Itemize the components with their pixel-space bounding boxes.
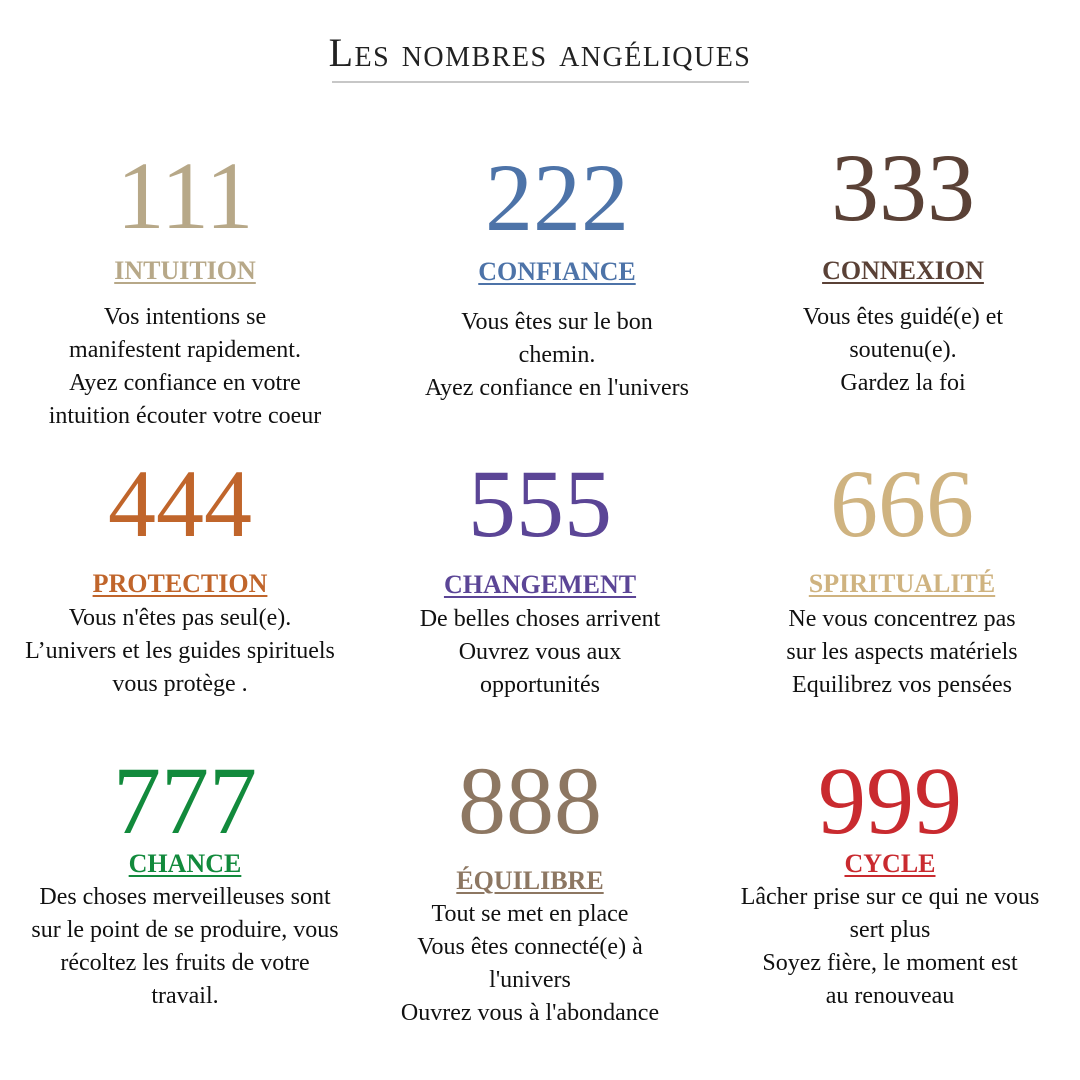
card-description: Lâcher prise sur ce qui ne vous sert plus Soyez fière, le moment est au renouveau xyxy=(740,884,1040,1009)
card-label: CHANCE xyxy=(128,849,242,878)
card-777 xyxy=(5,745,365,1045)
card-number: 888 xyxy=(458,747,602,854)
card-888 xyxy=(350,745,710,1045)
card-label: CHANGEMENT xyxy=(443,570,637,599)
card-333 xyxy=(723,134,1080,440)
card-666 xyxy=(722,450,1080,710)
card-number: 444 xyxy=(108,450,252,557)
card-999 xyxy=(710,745,1070,1045)
card-number: 555 xyxy=(468,450,612,557)
card-description: Ne vous concentrez pas sur les aspects matériels Equilibrez vos pensées xyxy=(786,606,1018,698)
card-description: De belles choses arrivent Ouvrez vous aux opportunités xyxy=(419,606,661,698)
card-description: Vous êtes guidé(e) et soutenu(e). Gardez la foi xyxy=(802,304,1004,396)
card-description: Vous êtes sur le bon chemin. Ayez confiance en l'univers xyxy=(425,309,689,401)
card-555 xyxy=(360,450,720,710)
page-title: Les nombres angéliques xyxy=(328,30,752,75)
card-number: 333 xyxy=(831,134,975,241)
card-label: ÉQUILIBRE xyxy=(456,866,604,895)
card-number: 111 xyxy=(116,142,254,249)
card-number: 222 xyxy=(485,144,629,251)
card-description: Vous n'êtes pas seul(e). L’univers et les guides spirituels vous protège . xyxy=(25,605,335,697)
card-description: Vos intentions se manifestent rapidement. Ayez confiance en votre intuition écouter votre coeur xyxy=(48,304,322,429)
card-label: CYCLE xyxy=(844,849,936,878)
card-label: INTUITION xyxy=(114,256,256,285)
title-underline xyxy=(332,81,749,83)
card-label: SPIRITUALITÉ xyxy=(808,569,996,598)
card-111 xyxy=(5,140,365,440)
card-444 xyxy=(0,450,360,710)
card-label: CONFIANCE xyxy=(478,257,636,286)
card-description: Tout se met en place Vous êtes connecté(e) à l'univers Ouvrez vous à l'abondance xyxy=(400,901,660,1026)
card-description: Des choses merveilleuses sont sur le point de se produire, vous récoltez les fruits de votre travail. xyxy=(31,884,339,1009)
card-number: 666 xyxy=(830,450,974,557)
card-number: 999 xyxy=(818,747,962,854)
card-number: 777 xyxy=(113,747,257,854)
card-label: PROTECTION xyxy=(92,569,268,598)
card-222 xyxy=(377,140,737,440)
card-label: CONNEXION xyxy=(822,256,984,285)
